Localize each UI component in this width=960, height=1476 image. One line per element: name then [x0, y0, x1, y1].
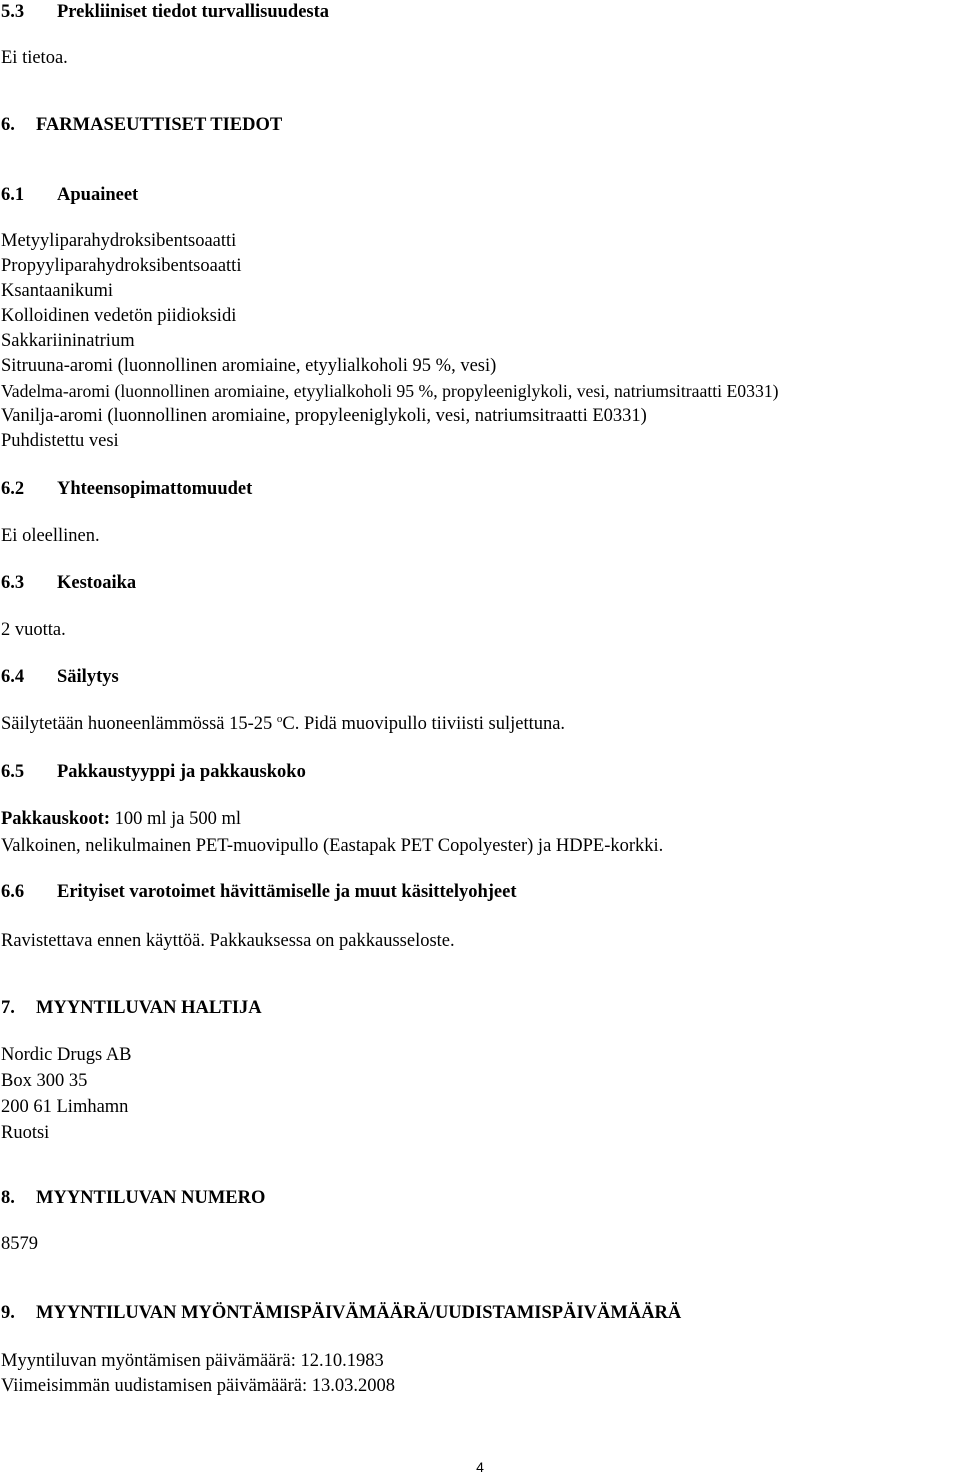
- excipient-item: Sakkariininatrium: [1, 331, 135, 351]
- holder-line: Nordic Drugs AB: [1, 1045, 132, 1065]
- heading-6-3: [1, 572, 136, 594]
- holder-line: Ruotsi: [1, 1123, 50, 1143]
- section-title: MYYNTILUVAN HALTIJA: [36, 998, 262, 1018]
- section-6-6-text: Ravistettava ennen käyttöä. Pakkauksessa on pakkausseloste.: [1, 931, 455, 951]
- excipient-item: Vadelma-aromi (luonnollinen aromiaine, etyylialkoholi 95 %, propyleeniglykoli, vesi, natriumsitraatti E0331): [1, 381, 779, 401]
- holder-line: 200 61 Limhamn: [1, 1097, 129, 1117]
- section-number: 6.6: [1, 882, 25, 902]
- section-title: Yhteensopimattomuudet: [57, 479, 253, 499]
- section-title: Kestoaika: [57, 573, 137, 593]
- heading-6: [1, 114, 282, 136]
- section-number: 7.: [1, 998, 15, 1018]
- section-number: 6.3: [1, 573, 25, 593]
- section-title: MYYNTILUVAN NUMERO: [36, 1188, 266, 1208]
- storage-text-b: C. Pidä muovipullo tiiviisti suljettuna.: [282, 714, 566, 734]
- excipient-item: Kolloidinen vedetön piidioksidi: [1, 306, 237, 326]
- excipient-item: Puhdistettu vesi: [1, 431, 119, 451]
- container-description: Valkoinen, nelikulmainen PET-muovipullo (Eastapak PET Copolyester) ja HDPE-korkki.: [1, 836, 664, 856]
- storage-text: [1, 713, 565, 735]
- section-number: 6.1: [1, 185, 25, 205]
- section-title: Prekliiniset tiedot turvallisuudesta: [57, 2, 330, 22]
- section-number: 6.2: [1, 479, 25, 499]
- heading-6-5: [1, 761, 306, 783]
- heading-6-2: [1, 478, 252, 500]
- excipient-item: Ksantaanikumi: [1, 281, 114, 301]
- excipient-item: Sitruuna-aromi (luonnollinen aromiaine, etyylialkoholi 95 %, vesi): [1, 356, 497, 376]
- storage-text-a: Säilytetään huoneenlämmössä 15-25: [1, 714, 277, 734]
- heading-6-1: [1, 184, 138, 206]
- section-number: 8.: [1, 1188, 15, 1208]
- section-number: 6.: [1, 115, 15, 135]
- excipient-item: Vanilja-aromi (luonnollinen aromiaine, propyleeniglykoli, vesi, natriumsitraatti E0331): [1, 406, 647, 426]
- heading-5-3: [1, 1, 329, 23]
- holder-line: Box 300 35: [1, 1071, 88, 1091]
- heading-8: [1, 1187, 265, 1209]
- section-6-2-text: Ei oleellinen.: [1, 526, 100, 546]
- heading-6-6: [1, 881, 517, 903]
- section-title: Erityiset varotoimet hävittämiselle ja muut käsittelyohjeet: [57, 882, 517, 902]
- section-title: Säilytys: [57, 667, 119, 687]
- degree-sup: o: [276, 713, 283, 725]
- section-number: 9.: [1, 1303, 15, 1323]
- section-title: Apuaineet: [57, 185, 139, 205]
- pack-sizes: [1, 808, 241, 830]
- heading-7: [1, 997, 262, 1019]
- renewed-date-line: [1, 1375, 395, 1397]
- authorisation-number: 8579: [1, 1234, 38, 1254]
- section-number: 6.4: [1, 667, 25, 687]
- granted-date-line: [1, 1350, 384, 1372]
- renewed-date: 13.03.2008: [311, 1376, 395, 1396]
- heading-6-4: [1, 666, 119, 688]
- section-6-3-text: 2 vuotta.: [1, 620, 66, 640]
- heading-9: [1, 1302, 681, 1324]
- section-title: MYYNTILUVAN MYÖNTÄMISPÄIVÄMÄÄRÄ/UUDISTAMISPÄIVÄMÄÄRÄ: [36, 1303, 682, 1323]
- page-number: 4: [476, 1459, 484, 1475]
- granted-date: 12.10.1983: [300, 1351, 384, 1371]
- pack-sizes-label: Pakkauskoot:: [1, 809, 110, 829]
- granted-label: Myyntiluvan myöntämisen päivämäärä:: [1, 1351, 296, 1371]
- section-title: Pakkaustyyppi ja pakkauskoko: [57, 762, 306, 782]
- pack-sizes-value: 100 ml ja 500 ml: [109, 809, 242, 829]
- section-5-3-text: Ei tietoa.: [1, 48, 68, 68]
- section-title: FARMASEUTTISET TIEDOT: [36, 115, 283, 135]
- section-number: 6.5: [1, 762, 25, 782]
- excipient-item: Propyyliparahydroksibentsoaatti: [1, 256, 242, 276]
- excipient-item: Metyyliparahydroksibentsoaatti: [1, 231, 237, 251]
- section-number: 5.3: [1, 2, 25, 22]
- renewed-label: Viimeisimmän uudistamisen päivämäärä:: [1, 1376, 308, 1396]
